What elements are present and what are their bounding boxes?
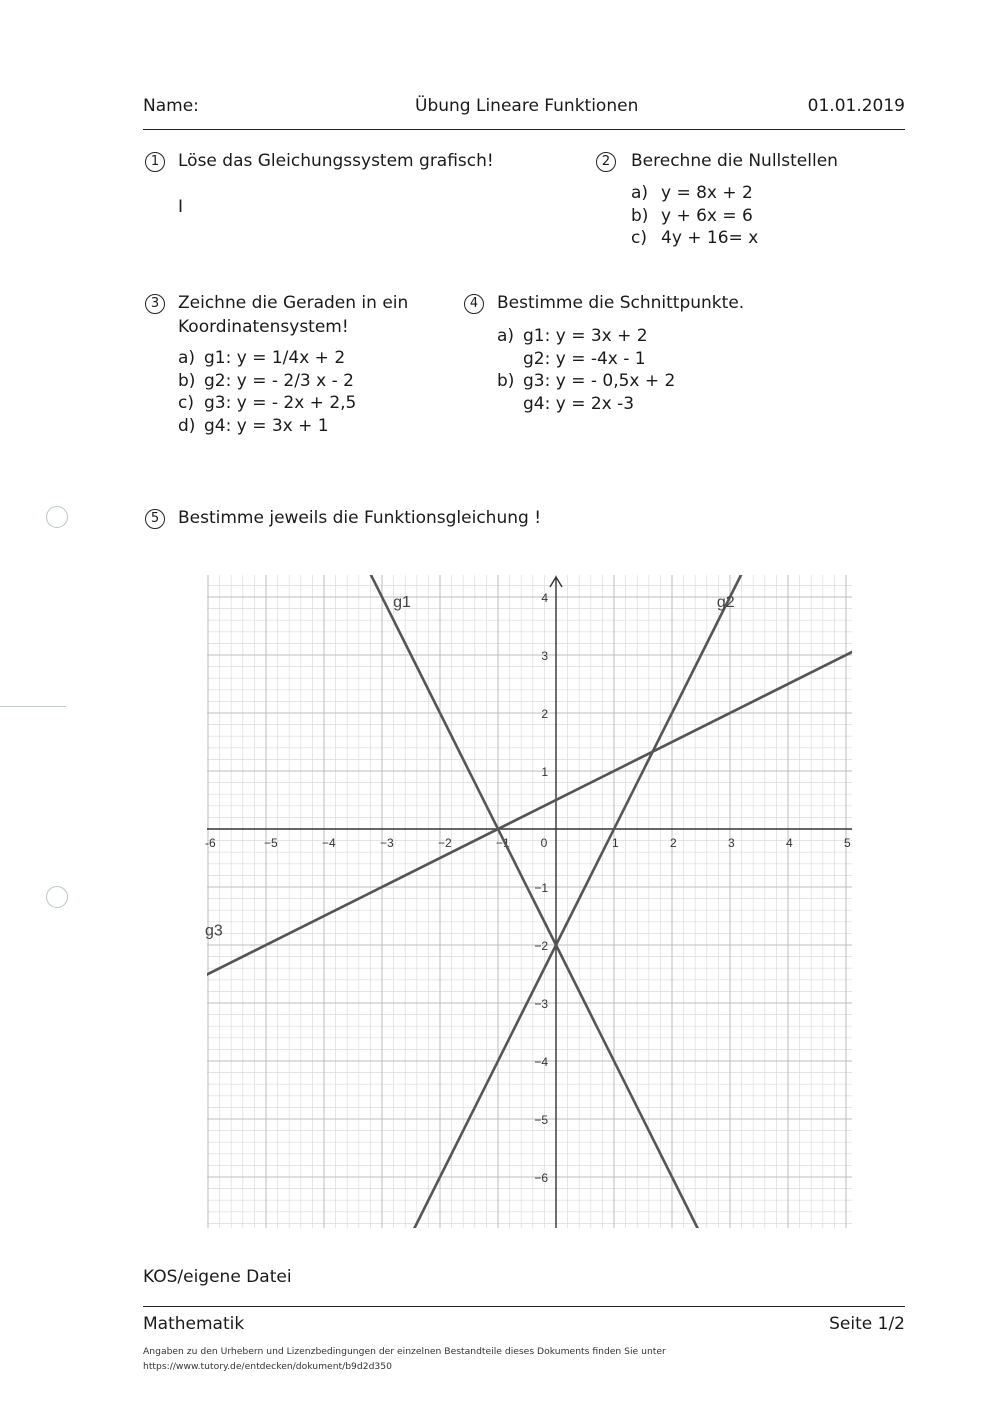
punch-hole-bottom <box>46 886 68 908</box>
license-url[interactable]: https://www.tutory.de/entdecken/dokument/b9d2d350 <box>143 1361 392 1372</box>
task-5-title: Bestimme jeweils die Funktionsgleichung ! <box>178 508 542 528</box>
list-item: a) g1: y = 1/4x + 2 <box>178 348 346 368</box>
fold-mark <box>0 706 66 707</box>
source-note: KOS/eigene Datei <box>143 1267 292 1287</box>
x-tick-label: 3 <box>728 836 735 850</box>
series-line-g3 <box>200 626 860 1003</box>
y-tick-label: 3 <box>541 649 548 663</box>
footer-page: Seite 1/2 <box>829 1314 905 1334</box>
y-tick-label: −6 <box>534 1171 548 1185</box>
x-tick-label: −5 <box>264 836 278 850</box>
series-line-g2 <box>200 570 860 1235</box>
y-tick-label: −1 <box>534 881 548 895</box>
license-text: Angaben zu den Urhebern und Lizenzbedingungen der einzelnen Bestandteile dieses Dokuments finden Sie unter <box>143 1346 666 1357</box>
list-item: d) g4: y = 3x + 1 <box>178 416 329 437</box>
x-tick-label: -6 <box>205 836 216 850</box>
task-number-4: 4 <box>464 294 484 314</box>
license-note <box>143 1344 666 1374</box>
y-tick-label: −2 <box>534 939 548 953</box>
worksheet-title: Übung Lineare Funktionen <box>415 96 639 116</box>
task-3-list <box>178 347 356 438</box>
task-2-title: Berechne die Nullstellen <box>631 151 838 171</box>
list-item: c) 4y + 16= x <box>631 228 759 249</box>
header-rule <box>143 129 905 130</box>
task-number-1: 1 <box>145 152 165 172</box>
list-item: g2: y = -4x - 1 <box>523 348 646 369</box>
list-item: c) g3: y = - 2x + 2,5 <box>178 393 357 414</box>
worksheet-date: 01.01.2019 <box>807 96 905 116</box>
series-label-g3: g3 <box>205 922 223 940</box>
list-item: b) g2: y = - 2/3 x - 2 <box>178 370 354 391</box>
list-item: a) y = 8x + 2 <box>631 183 753 203</box>
y-tick-label: −4 <box>534 1055 548 1069</box>
x-tick-label: −3 <box>380 836 394 850</box>
x-tick-label: 4 <box>786 836 793 850</box>
x-tick-label: −1 <box>496 836 510 850</box>
task-number-2: 2 <box>596 152 616 172</box>
coordinate-system-chart <box>200 570 860 1235</box>
x-tick-label: 2 <box>670 836 677 850</box>
series-label-g2: g2 <box>716 594 735 612</box>
task-number-5: 5 <box>145 509 165 529</box>
y-tick-label: 4 <box>541 591 548 605</box>
task-3-title-line1: Zeichne die Geraden in ein <box>178 293 409 313</box>
name-label: Name: <box>143 96 199 116</box>
list-item: a) g1: y = 3x + 2 <box>497 326 648 346</box>
y-tick-label: −5 <box>534 1113 548 1127</box>
y-tick-label: 1 <box>541 765 548 779</box>
x-tick-label: 5 <box>844 836 851 850</box>
x-tick-label: −4 <box>322 836 336 850</box>
task-1-title: Löse das Gleichungssystem grafisch! <box>178 151 494 171</box>
list-item: g4: y = 2x -3 <box>523 394 635 415</box>
task-2-list <box>631 182 758 250</box>
y-tick-label: 2 <box>541 707 548 721</box>
task-4-title: Bestimme die Schnittpunkte. <box>497 293 745 313</box>
y-tick-label: −3 <box>534 997 548 1011</box>
series-line-g1 <box>200 570 860 1235</box>
task-number-3: 3 <box>145 294 165 314</box>
task-3-title-line2: Koordinatensystem! <box>178 317 349 337</box>
footer-rule <box>143 1306 905 1307</box>
punch-hole-top <box>46 506 68 528</box>
series-label-g1: g1 <box>393 594 411 612</box>
x-tick-label: 1 <box>612 836 619 850</box>
list-item: b) g3: y = - 0,5x + 2 <box>497 371 676 392</box>
task-4-list <box>497 325 675 416</box>
x-tick-label: −2 <box>438 836 452 850</box>
task-1-item: I <box>178 197 184 217</box>
x-tick-label: 0 <box>540 836 548 850</box>
list-item: b) y + 6x = 6 <box>631 205 753 226</box>
footer-subject: Mathematik <box>143 1314 245 1334</box>
